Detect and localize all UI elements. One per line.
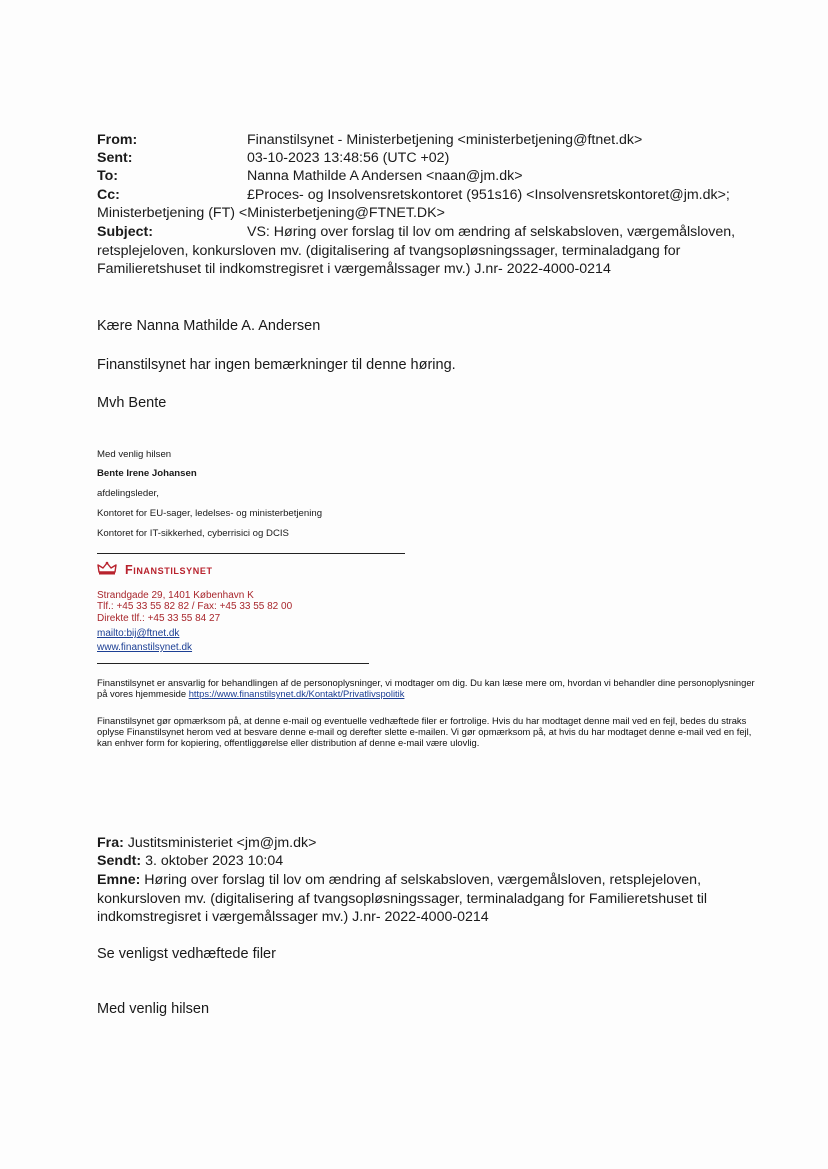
forwarded-sent-label: Sendt: <box>97 853 142 869</box>
website-link[interactable]: www.finanstilsynet.dk <box>97 642 193 653</box>
signature-office-2: Kontoret for IT-sikkerhed, cyberrisici og DCIS <box>97 528 289 539</box>
message: Finanstilsynet har ingen bemærkninger til denne høring. <box>97 357 456 373</box>
from-label: From: <box>97 132 138 148</box>
signature-regards: Med venlig hilsen <box>97 449 172 460</box>
cc-label: Cc: <box>97 187 120 203</box>
privacy-link[interactable]: https://www.finanstilsynet.dk/Kontakt/Privatlivspolitik <box>188 688 405 700</box>
closing: Mvh Bente <box>97 395 167 411</box>
subject-value-line-1: VS: Høring over forslag til lov om ændring af selskabsloven, værgemålsloven, <box>247 224 736 240</box>
forwarded-subject-label: Emne: <box>97 872 141 888</box>
subject-label: Subject: <box>97 224 153 240</box>
forwarded-sent-row <box>97 852 737 871</box>
from-value: Finanstilsynet - Ministerbetjening <ministerbetjening@ftnet.dk> <box>247 132 643 148</box>
to-label: To: <box>97 168 119 184</box>
mailto-link[interactable]: mailto:bij@ftnet.dk <box>97 628 180 639</box>
privacy-notice <box>97 677 765 699</box>
privacy-text: Finanstilsynet er ansvarlig for behandlingen af de personoplysninger, vi modtager om dig. Du kan læse mere om, hvordan vi behandler dine personoplysninger på vores hjemmeside <box>97 677 755 700</box>
forwarded-from-value: Justitsministeriet <jm@jm.dk> <box>123 835 317 851</box>
subject-value-line-2: retsplejeloven, konkursloven mv. (digitalisering af tvangsopløsningssager, terminaladgang for <box>97 243 681 259</box>
forwarded-subject-row <box>97 871 737 927</box>
direct-phone: Direkte tlf.: +45 33 55 84 27 <box>97 613 221 624</box>
signature-title: afdelingsleder, <box>97 488 159 499</box>
forwarded-subject-value: Høring over forslag til lov om ændring af selskabsloven, værgemålsloven, retsplejeloven, konkursloven mv. (digitalisering af tvangsopløsningssager, terminaladgang for Familieretshuset til indkomstregisret i værgemålssager mv.) J.nr- 2022-4000-0214 <box>97 872 708 925</box>
forwarded-closing: Med venlig hilsen <box>97 1001 210 1017</box>
address: Strandgade 29, 1401 København K <box>97 590 254 601</box>
signature-divider <box>97 553 405 554</box>
forwarded-from-label: Fra: <box>97 835 124 851</box>
to-value: Nanna Mathilde A Andersen <naan@jm.dk> <box>247 168 523 184</box>
cc-value: £Proces- og Insolvensretskontoret (951s16) <Insolvensretskontoret@jm.dk>; <box>247 187 730 203</box>
subject-value-line-3: Familieretshuset til indkomstregisret i værgemålssager mv.) J.nr- 2022-4000-0214 <box>97 261 611 277</box>
cc-value-continued: Ministerbetjening (FT) <Ministerbetjening@FTNET.DK> <box>97 205 445 221</box>
confidentiality-notice: Finanstilsynet gør opmærksom på, at denne e-mail og eventuelle vedhæftede filer er fortrolige. Hvis du har modtaget denne mail ved en fejl, bedes du straks oplyse Finanstilsynet herom ved at besvare denne e-mail og derefter slette e-mailen. Vi gør opmærksom på, at hvis du har modtaget denne e-mail ved en fejl, kan enhver form for kopiering, offentliggørelse eller distribution af denne e-mail være ulovlig. <box>97 715 752 749</box>
disclaimer-divider <box>97 663 369 664</box>
sent-value: 03-10-2023 13:48:56 (UTC +02) <box>247 150 450 166</box>
finanstilsynet-logo <box>97 562 213 578</box>
phone: Tlf.: +45 33 55 82 82 / Fax: +45 33 55 82 00 <box>97 601 293 612</box>
signature-office-1: Kontoret for EU-sager, ledelses- og ministerbetjening <box>97 508 323 519</box>
attachments-note: Se venligst vedhæftede filer <box>97 946 276 962</box>
forwarded-sent-value: 3. oktober 2023 10:04 <box>141 853 284 869</box>
signature-name: Bente Irene Johansen <box>97 468 197 479</box>
crown-icon <box>97 561 117 580</box>
brand-name: Finanstilsynet <box>125 563 213 577</box>
sent-label: Sent: <box>97 150 133 166</box>
greeting: Kære Nanna Mathilde A. Andersen <box>97 318 321 334</box>
forwarded-from-row <box>97 834 737 853</box>
